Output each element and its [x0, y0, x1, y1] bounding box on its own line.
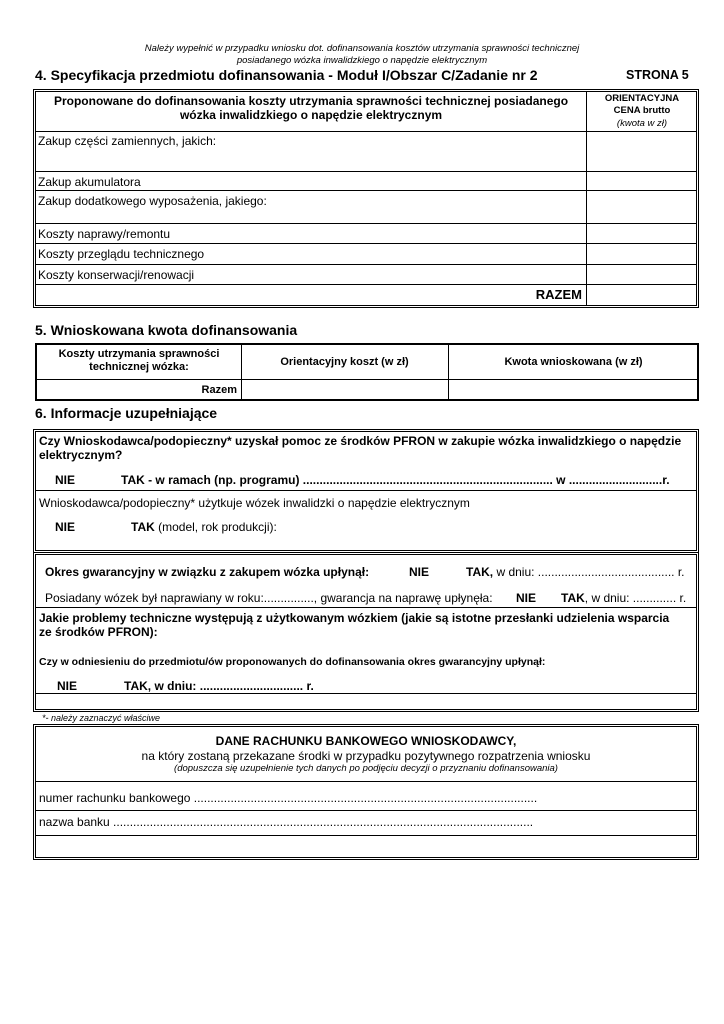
- q3-tak-rest: w dniu: ......................................... r.: [493, 565, 685, 579]
- row-battery: Zakup akumulatora: [38, 175, 141, 189]
- header-note-line1: Należy wypełnić w przypadku wniosku dot. dofinansowania kosztów utrzymania sprawności technicznej: [144, 43, 580, 54]
- footnote: *- należy zaznaczyć właściwe: [42, 713, 161, 723]
- q2-tak-bold: TAK: [131, 520, 155, 534]
- q6-tak[interactable]: TAK, w dniu: ............................... r.: [124, 679, 314, 693]
- col-header-costs-line1: Proponowane do dofinansowania koszty utrzymania sprawności technicznej posiadanego: [53, 94, 569, 108]
- s5-col1-line1: Koszty utrzymania sprawności: [58, 348, 220, 360]
- row-spare-parts: Zakup części zamiennych, jakich:: [38, 134, 217, 148]
- col-header-price-line3: (kwota w zł): [616, 118, 668, 129]
- section6-title: 6. Informacje uzupełniające: [35, 405, 218, 421]
- row-repair-costs: Koszty naprawy/remontu: [38, 227, 171, 241]
- col-header-costs-line2: wózka inwalidzkiego o napędzie elektrycznym: [179, 108, 443, 122]
- page-label: STRONA 5: [626, 68, 689, 82]
- bank-title: DANE RACHUNKU BANKOWEGO WNIOSKODAWCY,: [215, 734, 517, 748]
- s5-col1-line2: technicznej wózka:: [89, 361, 189, 373]
- q2-text: Wnioskodawca/podopieczny* użytkuje wózek inwalidzki o napędzie elektrycznym: [39, 496, 470, 510]
- total-label: RAZEM: [535, 287, 582, 302]
- header-note-line2: posiadanego wózka inwalidzkiego o napędzie elektrycznym: [236, 55, 488, 66]
- q2-nie[interactable]: NIE: [55, 520, 76, 534]
- bank-note: (dopuszcza się uzupełnienie tych danych po podjęciu decyzji o przyznaniu dofinansowania): [174, 763, 558, 774]
- row-maintenance-costs: Koszty konserwacji/renowacji: [38, 268, 195, 282]
- q3-tak-bold: TAK,: [466, 565, 494, 579]
- bank-account-field[interactable]: numer rachunku bankowego .......................................................................................................: [39, 791, 538, 805]
- s5-col3-header: Kwota wnioskowana (w zł): [504, 356, 643, 368]
- q2-tak-rest: (model, rok produkcji):: [154, 520, 277, 534]
- q4-tak[interactable]: [561, 591, 686, 605]
- q4-nie[interactable]: NIE: [516, 591, 537, 605]
- section5-title: 5. Wnioskowana kwota dofinansowania: [35, 322, 298, 338]
- q2-tak[interactable]: [131, 520, 277, 534]
- s5-row-razem: Razem: [201, 384, 237, 396]
- bank-subtitle: na który zostaną przekazane środki w przypadku pozytywnego rozpatrzenia wniosku: [141, 749, 591, 763]
- q6-nie[interactable]: NIE: [57, 679, 78, 693]
- row-extra-equipment: Zakup dodatkowego wyposażenia, jakiego:: [38, 194, 267, 208]
- q5-line1: Jakie problemy techniczne występują z użytkowanym wózkiem (jakie są istotne przesłanki udzielenia wsparcia: [39, 611, 670, 625]
- col-header-price-line1: ORIENTACYJNA: [604, 93, 680, 104]
- row-inspection-costs: Koszty przeglądu technicznego: [38, 247, 205, 261]
- section4-title: 4. Specyfikacja przedmiotu dofinansowania - Moduł I/Obszar C/Zadanie nr 2: [35, 67, 538, 83]
- q1-tak[interactable]: TAK - w ramach (np. programu) ........................................................................... w ............................r.: [121, 473, 670, 487]
- q1-line2: elektrycznym?: [39, 448, 123, 462]
- q5-line2: ze środków PFRON):: [39, 625, 158, 639]
- q1-nie[interactable]: NIE: [55, 473, 76, 487]
- s5-col2-header: Orientacyjny koszt (w zł): [280, 356, 409, 368]
- bank-name-field[interactable]: nazwa banku ..............................................................................................................................: [39, 815, 534, 829]
- q1-line1: Czy Wnioskodawca/podopieczny* uzyskał pomoc ze środków PFRON w zakupie wózka inwalidzkiego o napędzie: [39, 434, 682, 448]
- q4-tak-bold: TAK: [561, 591, 585, 605]
- q3-nie[interactable]: NIE: [409, 565, 430, 579]
- q4-text: Posiadany wózek był naprawiany w roku:..............., gwarancja na naprawę upłynęła:: [45, 591, 493, 605]
- col-header-price-line2: CENA brutto: [613, 105, 671, 116]
- q3-tak[interactable]: [466, 565, 685, 579]
- q4-tak-rest: , w dniu: ............. r.: [584, 591, 687, 605]
- q6-text: Czy w odniesieniu do przedmiotu/ów proponowanych do dofinansowania okres gwarancyjny upłynął:: [39, 656, 546, 668]
- q3-text: Okres gwarancyjny w związku z zakupem wózka upłynął:: [45, 565, 370, 579]
